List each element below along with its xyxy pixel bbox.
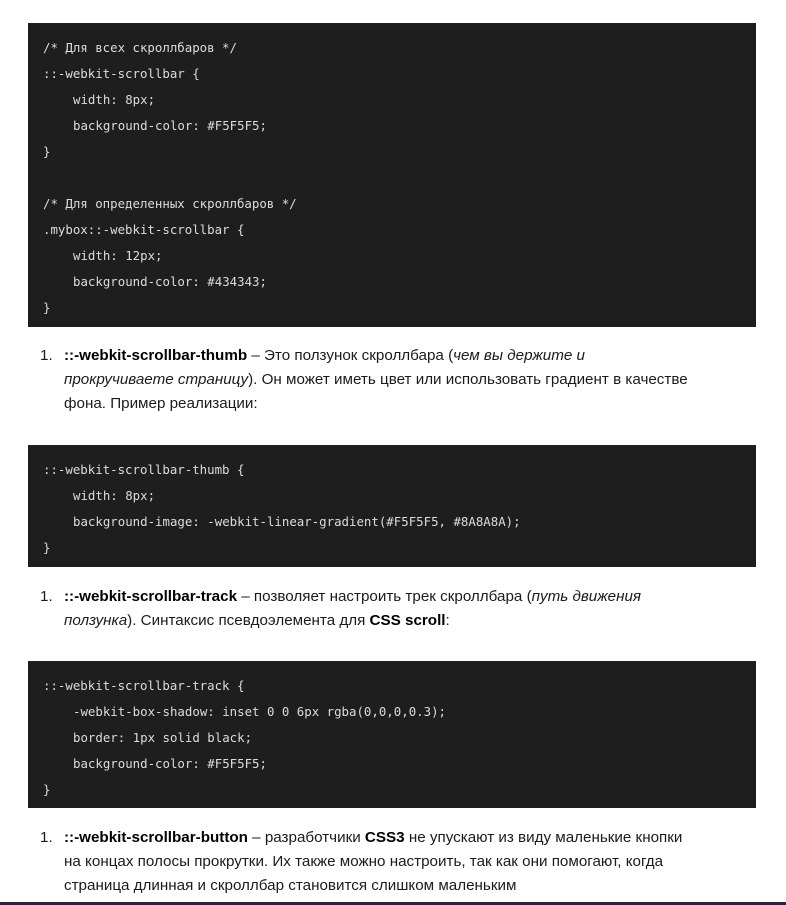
code-line: /* Для всех скроллбаров */ [43,40,237,55]
code-line: border: 1px solid black; [73,730,253,745]
bold-fragment: CSS scroll [369,612,446,629]
list-number: 1. [40,588,53,605]
text-fragment: – позволяет настроить трек скроллбара ( [237,588,532,605]
term-bold: ::-webkit-scrollbar-thumb [64,347,248,364]
code-block-thumb [28,445,756,567]
code-line: background-image: -webkit-linear-gradient(#F5F5F5, #8A8A8A); [73,514,521,529]
code-line: background-color: #434343; [73,274,267,289]
code-line: /* Для определенных скроллбаров */ [43,196,297,211]
code-line-empty [43,165,756,191]
code-line: background-color: #F5F5F5; [73,118,267,133]
term-bold: ::-webkit-scrollbar-button [64,829,248,846]
code-line: -webkit-box-shadow: inset 0 0 6px rgba(0,0,0,0.3); [73,704,446,719]
list-item-scrollbar-track [40,585,690,633]
list-number: 1. [40,829,53,846]
code-line: background-color: #F5F5F5; [73,756,267,771]
code-line: } [43,782,51,797]
term-bold: ::-webkit-scrollbar-track [64,588,238,605]
code-line: ::-webkit-scrollbar-track { [43,678,245,693]
italic-fragment: путь движения ползунка [64,588,642,629]
text-fragment: ). Синтаксис псевдоэлемента для [127,612,370,629]
code-block-scrollbar [28,23,756,327]
code-line: } [43,144,51,159]
code-line: ::-webkit-scrollbar { [43,66,200,81]
text-fragment: – разработчики [247,829,365,846]
code-line: } [43,540,51,555]
list-item-text [64,344,690,416]
code-line: width: 8px; [73,488,156,503]
code-line: width: 12px; [73,248,163,263]
bold-fragment: CSS3 [364,829,405,846]
italic-fragment: чем вы держите и прокручиваете страницу [64,347,586,388]
code-block-track [28,661,756,808]
text-fragment: ). Он может иметь цвет или использовать градиент в качестве фона. Пример реализации: [64,371,688,412]
list-item-scrollbar-button [40,826,690,898]
list-item-text [64,826,690,898]
code-line: .mybox::-webkit-scrollbar { [43,222,245,237]
code-line: width: 8px; [73,92,156,107]
code-line: ::-webkit-scrollbar-thumb { [43,462,245,477]
list-item-text [64,585,690,633]
text-fragment: не упускают из виду маленькие кнопки на концах полосы прокрутки. Их также можно настроить, так как они помогают, когда страница длинная и скроллбар становится слишком маленьким [64,829,683,894]
code-line: } [43,300,51,315]
text-fragment: : [445,612,450,629]
list-number: 1. [40,347,53,364]
text-fragment: – Это ползунок скроллбара ( [247,347,454,364]
list-item-scrollbar-thumb [40,344,690,416]
